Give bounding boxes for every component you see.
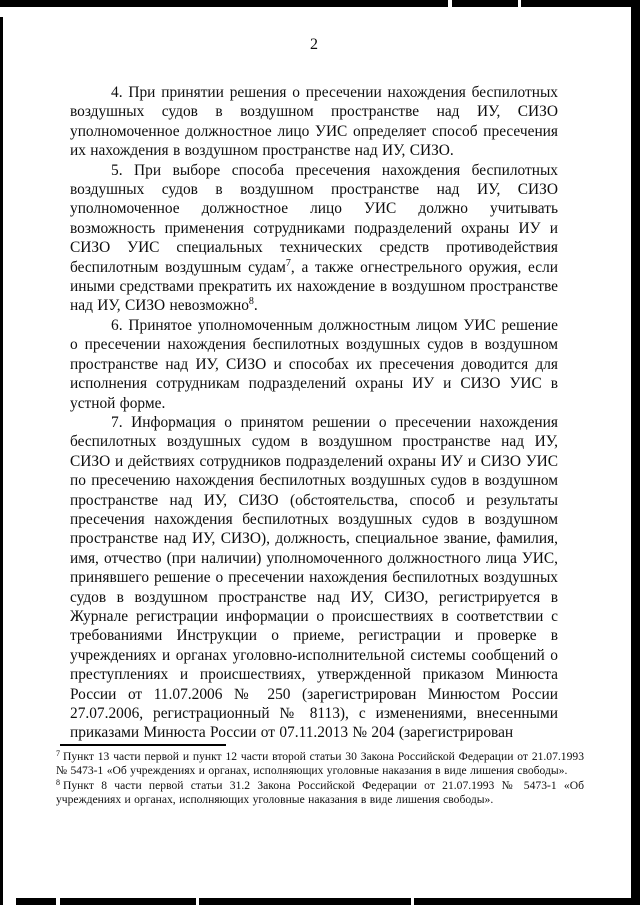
footnote-8-marker: 8 [56,777,60,787]
footnote-7-text: Пункт 13 части первой и пункт 12 части второй статьи 30 Закона Российской Федерации от 21.07.1993 № 5473-1 «Об учреждениях и органах, исполняющих уголовные наказания в виде лишения свободы». [56,750,584,778]
document-body [70,83,558,743]
paragraph-item-6: 6. Принятое уполномоченным должностным лицом УИС решение о пресечении нахождения беспилотных воздушных судов в воздушном пространстве над ИУ, СИЗО и способах их пресечения доводится для исполнения сотрудникам подразделений охраны ИУ и СИЗО УИС в устной форме. [70,316,558,412]
scan-edge-right [631,0,640,905]
footnote-separator [60,744,226,746]
footnote-reference: 7 [285,257,291,269]
footnote-7-marker: 7 [56,749,60,758]
footnote-8 [56,779,584,808]
paragraph-item-7: 7. Информация о принятом решении о пресечении нахождения беспилотных воздушных судом в воздушном пространстве над ИУ, СИЗО и действиях сотрудников подразделений охраны ИУ и СИЗО УИС по пресечению нахождения беспилотных воздушных судов в воздушном пространстве над ИУ, СИЗО (обстоятельства, способ и результаты пресечения нахождения беспилотных воздушных судов в воздушном пространстве над ИУ, СИЗО), должность, специальное звание, фамилия, имя, отчество (при наличии) уполномоченного должностного лица УИС, принявшего решение о пресечении нахождения беспилотных воздушных судов в воздушном пространстве над ИУ, СИЗО, регистрируется в Журнале регистрации информации о происшествиях в соответствии с требованиями Инструкции о приеме, регистрации и проверке в учреждениях и органах уголовно-исполнительной системы сообщений о преступлениях и происшествиях, утвержденной приказом Минюста России от 11.07.2006 № 250 (зарегистрирован Минюстом России 27.07.2006, регистрационный № 8113), с изменениями, внесенными приказами Минюста России от 07.11.2013 № 204 (зарегистрирован [70,413,558,742]
page-number: 2 [310,36,318,53]
footnote-7 [56,750,584,779]
footnote-reference: 8 [248,296,254,308]
footnotes-section [56,744,584,808]
footnote-8-text: Пункт 8 части первой статьи 31.2 Закона Российской Федерации от 21.07.1993 № 5473-1 «Об учреждениях и органах, исполняющих уголовные наказания в виде лишения свободы». [56,778,584,807]
paragraph-item-5: 5. При выборе способа пресечения нахождения беспилотных воздушных судов в воздушном пространстве над ИУ, СИЗО уполномоченное должностное лицо УИС должно учитывать возможность применения сотрудниками подразделений охраны ИУ и СИЗО УИС специальных технических средств противодействия беспилотным воздушным судам$^7$, а также огнестрельного оружия, если иными средствами прекратить их нахождение в воздушном пространстве над ИУ, СИЗО невозможно$^8$. [70,161,558,315]
scan-edge-bottom [16,898,640,905]
scan-edge-top [0,0,640,7]
paragraph-item-4: 4. При принятии решения о пресечении нахождения беспилотных воздушных судов в воздушном пространстве над ИУ, СИЗО уполномоченное должностное лицо УИС определяет способ пресечения их нахождения в воздушном пространстве над ИУ, СИЗО. [70,84,558,160]
scan-edge-left [0,17,3,905]
